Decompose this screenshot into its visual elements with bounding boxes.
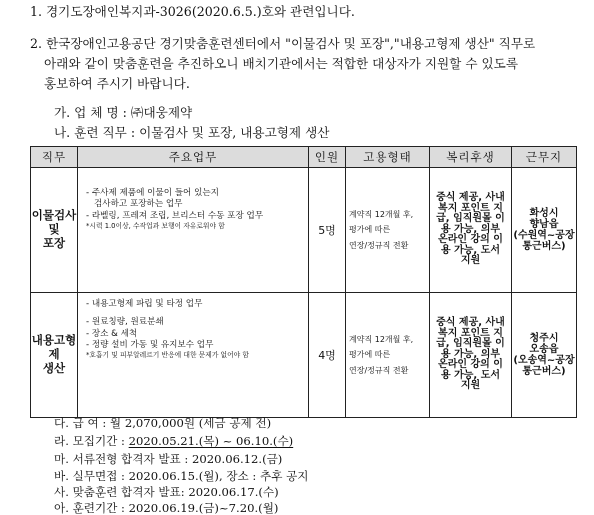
welfare-line: 급, 임직원몰 이 — [436, 338, 505, 350]
recruit-period — [54, 436, 293, 448]
training-period: 아. 훈련기간 : 2020.06.19.(금)~7.20.(월) — [54, 501, 279, 515]
duty-line: - 라벨링, 프레져 조립, 브리스터 수동 포장 업무 — [86, 210, 264, 221]
welfare-line: 중식 제공, 사내 — [436, 192, 505, 204]
interview: 바. 실무면접 : 2020.06.15.(월), 장소 : 추후 공지 — [54, 469, 309, 483]
paragraph-1: 1. 경기도장애인복지과-3026(2020.6.5.)호와 관련입니다. — [30, 4, 355, 19]
employment-line: 계약직 12개월 후, — [349, 335, 414, 345]
recruit-value: 2020.05.21.(목) ~ 06.10.(수) — [128, 434, 294, 448]
salary: 다. 급 여 : 월 2,070,000원 (세금 공제 전) — [54, 416, 272, 430]
employment-line: 평가에 따른 — [349, 350, 391, 360]
location-line: 통근버스) — [522, 241, 566, 252]
welfare-line: 지원 — [460, 255, 481, 267]
welfare-line: 온라인 강의 이 — [438, 234, 503, 246]
duty-note: *호흡기 및 피부알레르기 반응에 대한 문제가 없어야 함 — [86, 351, 249, 360]
header-welfare: 복리후생 — [430, 147, 512, 168]
employment-line: 평가에 따른 — [349, 225, 391, 235]
welfare-cell — [430, 293, 512, 418]
header-role: 직무 — [31, 147, 78, 168]
doc-result: 마. 서류전형 합격자 발표 : 2020.06.12.(금) — [54, 452, 283, 466]
welfare-line: 중식 제공, 사내 — [436, 317, 505, 329]
recruit-label: 라. 모집기간 : — [54, 434, 129, 448]
paragraph-2-line-3: 홍보하여 주시기 바랍니다. — [44, 76, 190, 91]
location-line: 오송읍 — [529, 344, 559, 355]
count-cell: 5명 — [309, 168, 346, 293]
header-location: 근무지 — [512, 147, 577, 168]
welfare-line: 용 가능, 의부 — [440, 223, 501, 235]
employment-line: 연장/정규직 전환 — [349, 365, 409, 375]
welfare-line: 복지 포인트 지 — [438, 202, 503, 214]
employment-cell — [346, 293, 430, 418]
location-cell — [512, 293, 577, 418]
welfare-line: 용 가능, 도서 — [440, 369, 501, 381]
duty-line: - 원료칭량, 원료분쇄 — [86, 317, 164, 328]
location-line: 통근버스) — [522, 366, 566, 377]
table-row — [31, 293, 577, 418]
job-table — [30, 146, 577, 418]
welfare-line: 복지 포인트 지 — [438, 327, 503, 339]
location-line: 청주시 — [529, 333, 559, 344]
location-cell — [512, 168, 577, 293]
location-line: 화성시 — [529, 208, 559, 219]
header-duties: 주요업무 — [78, 147, 309, 168]
duties-cell — [78, 293, 309, 418]
duties-cell — [78, 168, 309, 293]
welfare-line: 온라인 강의 이 — [438, 359, 503, 371]
duty-line: - 정량 설비 가동 및 유지보수 업무 — [86, 340, 214, 351]
duty-line: 검사하고 포장하는 업무 — [94, 199, 183, 210]
role-line: 내용고형제 — [31, 333, 77, 362]
role-line: 이물검사 — [31, 208, 77, 223]
welfare-line: 용 가능, 의부 — [440, 348, 501, 360]
role-line: 생산 — [42, 360, 66, 375]
employment-line: 연장/정규직 전환 — [349, 240, 409, 250]
employment-line: 계약직 12개월 후, — [349, 210, 414, 220]
duty-line: - 장소 & 세척 — [86, 328, 138, 339]
table-header-row — [31, 147, 577, 168]
welfare-line: 지원 — [460, 380, 481, 392]
welfare-line: 급, 임직원몰 이 — [436, 213, 505, 225]
paragraph-2-line-1: 2. 한국장애인고용공단 경기맞춤훈련센터에서 "이물검사 및 포장","내용고형제 생산" 직무로 — [30, 36, 536, 51]
duty-line: - 주사제 제품에 이물이 들어 있는지 — [86, 188, 219, 198]
role-cell — [31, 293, 78, 418]
location-line: (수원역~공장 — [513, 230, 575, 241]
paragraph-2-line-2: 아래와 같이 맞춤훈련을 추진하오니 배치기관에서는 적합한 대상자가 지원할 수 있도록 — [44, 56, 518, 71]
employment-cell — [346, 168, 430, 293]
location-line: (오송역~공장 — [513, 355, 575, 366]
count-cell: 4명 — [309, 293, 346, 418]
duty-line: - 내용고형제 파립 및 타정 업무 — [86, 299, 203, 309]
role-line: 포장 — [42, 235, 66, 250]
duty-note: *시력 1.0이상, 수작업과 보행이 자유로워야 함 — [86, 222, 225, 231]
location-line: 향남읍 — [529, 219, 559, 230]
welfare-line: 용 가능, 도서 — [440, 244, 501, 256]
company-name: 가. 업 체 명 : ㈜대웅제약 — [54, 105, 193, 120]
final-result: 사. 맞춤훈련 합격자 발표: 2020.06.17.(수) — [54, 485, 279, 499]
role-line: 및 — [48, 222, 60, 237]
header-count: 인원 — [309, 147, 346, 168]
role-cell — [31, 168, 78, 293]
header-employment: 고용형태 — [346, 147, 430, 168]
welfare-cell — [430, 168, 512, 293]
training-jobs: 나. 훈련 직무 : 이물검사 및 포장, 내용고형제 생산 — [54, 125, 330, 140]
table-row — [31, 168, 577, 293]
